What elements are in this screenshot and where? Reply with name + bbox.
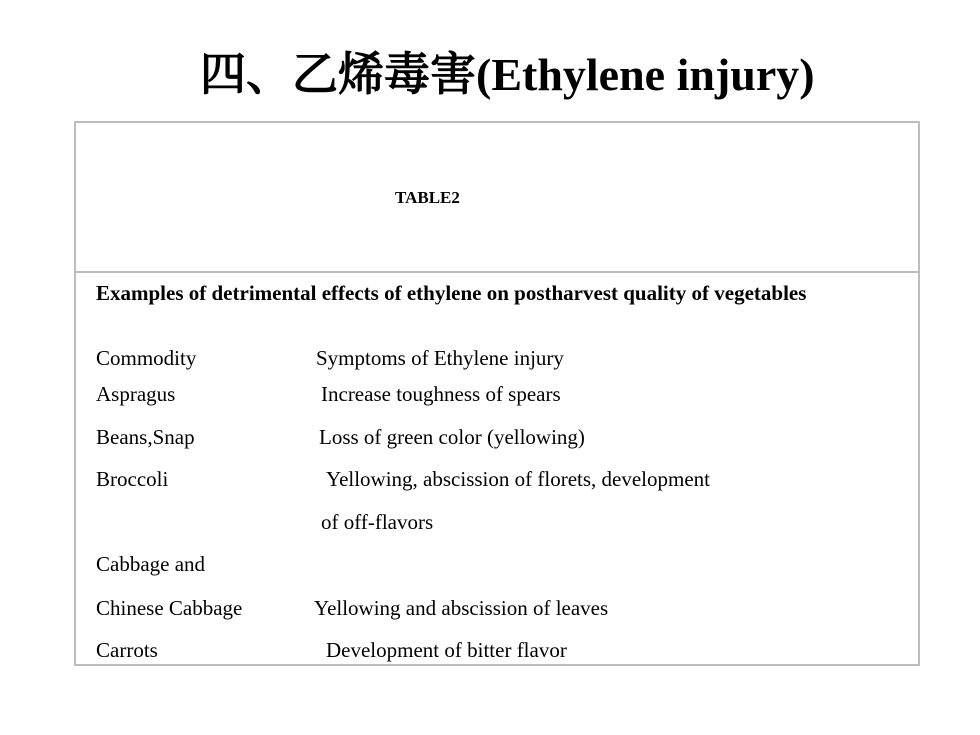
row-symptoms: Development of bitter flavor xyxy=(326,638,567,662)
table-label: TABLE2 xyxy=(395,188,460,207)
row-symptoms: Loss of green color (yellowing) xyxy=(319,425,585,449)
row-commodity: Cabbage and xyxy=(96,552,206,576)
ethylene-table xyxy=(74,121,920,666)
row-commodity: Beans,Snap xyxy=(96,425,195,449)
table-caption: Examples of detrimental effects of ethylene on postharvest quality of vegetables xyxy=(96,281,807,305)
row-symptoms: Yellowing, abscission of florets, development xyxy=(326,467,710,491)
slide-title: 四、乙烯毒害(Ethylene injury) xyxy=(200,49,815,100)
row-commodity: Carrots xyxy=(96,638,158,662)
row-symptoms: Yellowing and abscission of leaves xyxy=(314,596,609,620)
row-commodity: Aspragus xyxy=(96,382,176,406)
column-header-commodity: Commodity xyxy=(96,346,197,370)
row-commodity: Chinese Cabbage xyxy=(96,596,243,620)
row-symptoms: of off-flavors xyxy=(321,510,434,534)
row-commodity: Broccoli xyxy=(96,467,169,491)
table-header-cell xyxy=(76,123,918,273)
row-symptoms: Increase toughness of spears xyxy=(321,382,561,406)
column-header-symptoms: Symptoms of Ethylene injury xyxy=(316,346,564,370)
